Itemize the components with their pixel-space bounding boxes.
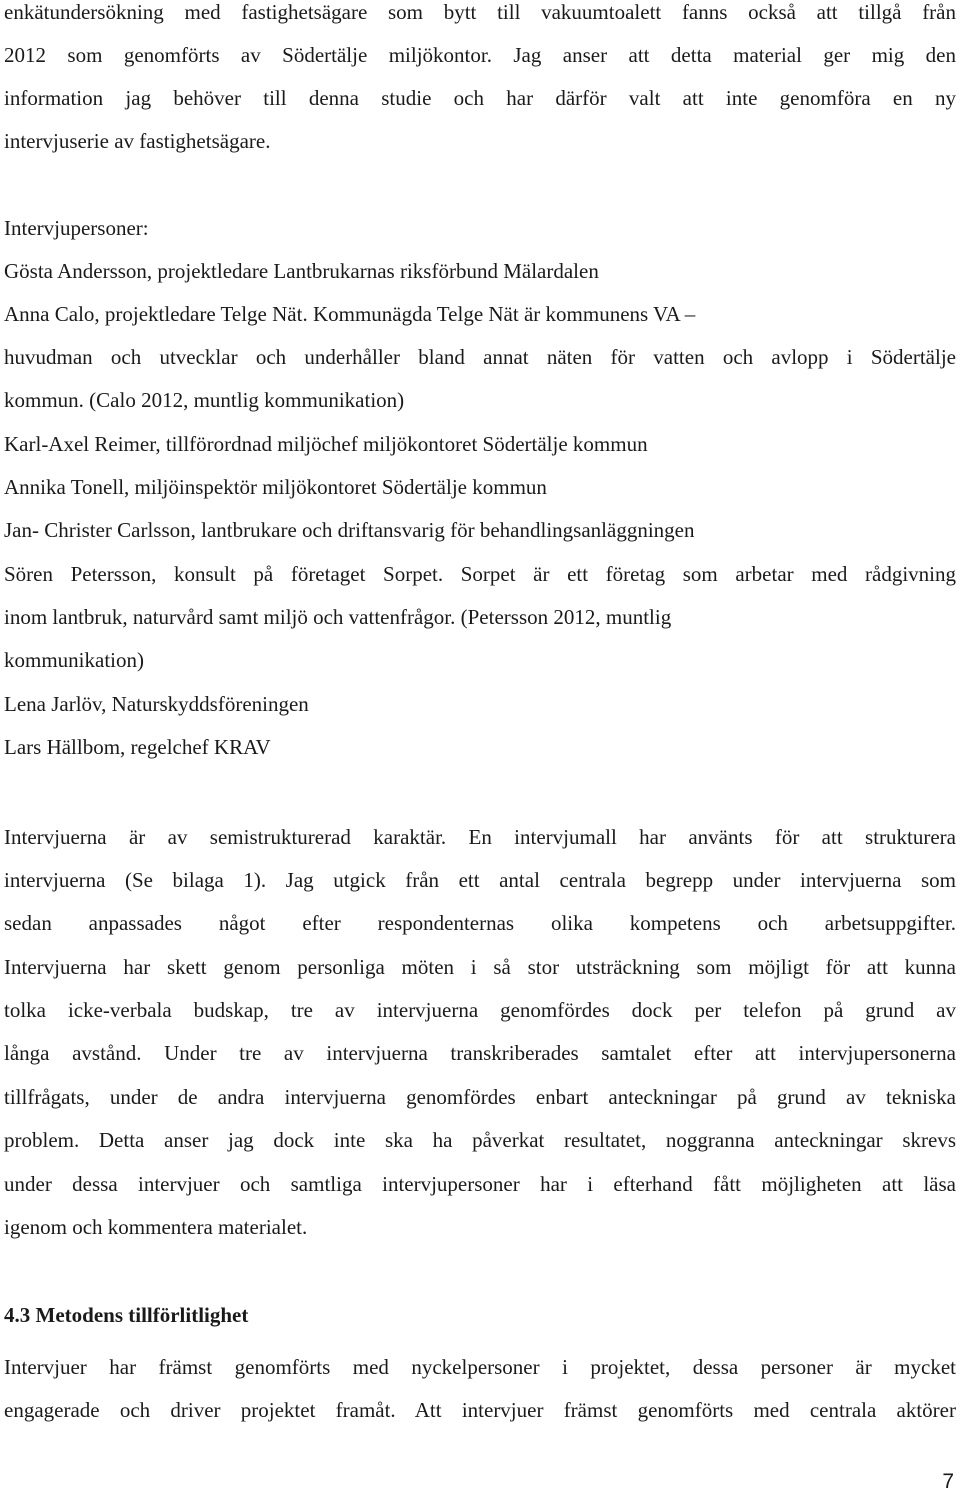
text-line: engagerade och driver projektet framåt. Att intervjuer främst genomförts med centrala aktörer — [4, 1398, 956, 1422]
interviewees-heading: Intervjupersoner: — [4, 216, 149, 240]
text-line: tillfrågats, under de andra intervjuerna genomfördes enbart anteckningar på grund av tekniska — [4, 1085, 956, 1109]
interviewee-line: Lena Jarlöv, Naturskyddsföreningen — [4, 692, 309, 716]
interviewee-line: Sören Petersson, konsult på företaget Sorpet. Sorpet är ett företag som arbetar med rådgivning — [4, 562, 956, 586]
text-line: information jag behöver till denna studie och har därför valt att inte genomföra en ny — [4, 86, 956, 110]
interviewee-line: kommun. (Calo 2012, muntlig kommunikation) — [4, 388, 405, 412]
text-line: under dessa intervjuer och samtliga intervjupersoner har i efterhand fått möjligheten att läsa — [4, 1172, 956, 1196]
text-line: sedan anpassades något efter respondenternas olika kompetens och arbetsuppgifter. — [4, 911, 956, 935]
interviewee-line: inom lantbruk, naturvård samt miljö och vattenfrågor. (Petersson 2012, muntlig — [4, 605, 672, 629]
text-line: tolka icke-verbala budskap, tre av intervjuerna genomfördes dock per telefon på grund av — [4, 998, 956, 1022]
text-line: 2012 som genomförts av Södertälje miljökontor. Jag anser att detta material ger mig den — [4, 43, 956, 67]
section-heading: 4.3 Metodens tillförlitlighet — [4, 1303, 249, 1327]
interviewee-line: kommunikation) — [4, 648, 144, 672]
interviewee-line: huvudman och utvecklar och underhåller bland annat näten för vatten och avlopp i Södertälje — [4, 345, 956, 369]
text-line: Intervjuer har främst genomförts med nyckelpersoner i projektet, dessa personer är mycket — [4, 1355, 956, 1379]
text-line: problem. Detta anser jag dock inte ska ha påverkat resultatet, noggranna anteckningar skrevs — [4, 1128, 956, 1152]
interviewee-line: Annika Tonell, miljöinspektör miljökontoret Södertälje kommun — [4, 475, 547, 499]
interviewee-line: Gösta Andersson, projektledare Lantbrukarnas riksförbund Mälardalen — [4, 259, 599, 283]
interviewee-line: Anna Calo, projektledare Telge Nät. Kommunägda Telge Nät är kommunens VA – — [4, 302, 696, 326]
interviewee-line: Lars Hällbom, regelchef KRAV — [4, 735, 271, 759]
page-number: 7 — [942, 1470, 954, 1493]
text-line: Intervjuerna är av semistrukturerad karaktär. En intervjumall har använts för att strukturera — [4, 825, 956, 849]
interviewee-line: Jan- Christer Carlsson, lantbrukare och driftansvarig för behandlingsanläggningen — [4, 518, 695, 542]
text-line: Intervjuerna har skett genom personliga möten i så stor utsträckning som möjligt för att kunna — [4, 955, 956, 979]
text-line: intervjuerna (Se bilaga 1). Jag utgick från ett antal centrala begrepp under intervjuerna som — [4, 868, 956, 892]
text-line: intervjuserie av fastighetsägare. — [4, 129, 271, 153]
interviewee-line: Karl-Axel Reimer, tillförordnad miljöchef miljökontoret Södertälje kommun — [4, 432, 648, 456]
text-line: långa avstånd. Under tre av intervjuerna transkriberades samtalet efter att intervjupersonerna — [4, 1041, 956, 1065]
text-line: enkätundersökning med fastighetsägare som bytt till vakuumtoalett fanns också att tillgå från — [4, 0, 956, 24]
text-line: igenom och kommentera materialet. — [4, 1215, 308, 1239]
